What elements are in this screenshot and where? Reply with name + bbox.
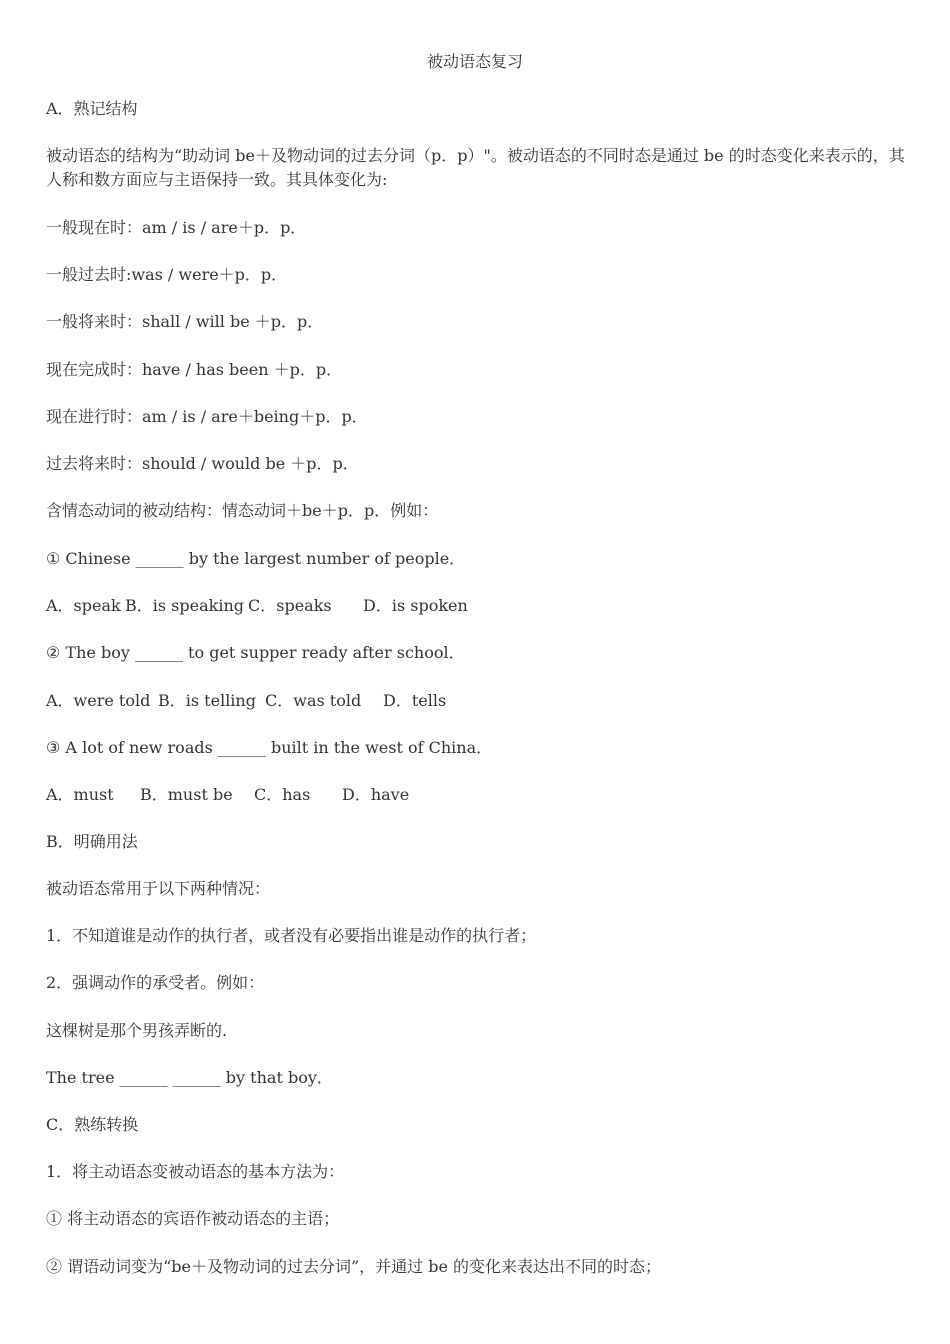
question-1-stem: ① Chinese ______ by the largest number of people．: [46, 549, 466, 568]
tense-present-perfect: 现在完成时：have / has been ＋p．p．: [46, 360, 343, 379]
question-3-option-c: C．has: [254, 785, 311, 804]
question-1-option-d: D．is spoken: [363, 596, 468, 615]
question-1-option-c: C．speaks: [248, 596, 332, 615]
section-a-intro: 被动语态的结构为“助动词 be＋及物动词的过去分词（p．p）"。被动语态的不同时态是通过 be 的时态变化来表示的，其人称和数方面应与主语保持一致。其具体变化为:: [46, 146, 905, 189]
question-2-option-d: D．tells: [383, 691, 447, 710]
question-2-option-b: B．is telling: [158, 691, 256, 710]
document-title: 被动语态复习: [426, 52, 523, 71]
section-b-heading: B．明确用法: [46, 832, 138, 851]
section-c-item-1: 1．将主动语态变被动语态的基本方法为：: [46, 1162, 345, 1181]
tense-future-in-past: 过去将来时：should / would be ＋p．p．: [46, 454, 359, 473]
tense-future-simple: 一般将来时：shall / will be ＋p．p．: [46, 312, 324, 331]
section-c-heading: C．熟练转换: [46, 1115, 139, 1134]
question-2-option-c: C．was told: [265, 691, 362, 710]
example-chinese: 这棵树是那个男孩弄断的.: [46, 1021, 228, 1040]
question-2-option-a: A．were told: [46, 691, 151, 710]
section-c-item-3: ② 谓语动词变为“be＋及物动词的过去分词”，并通过 be 的变化来表达出不同的时态；: [46, 1257, 662, 1276]
question-3-option-d: D．have: [342, 785, 410, 804]
question-3-option-a: A．must: [46, 785, 114, 804]
example-english: The tree ______ ______ by that boy．: [46, 1068, 333, 1087]
tense-past-simple: 一般过去时:was / were＋p．p．: [46, 265, 288, 284]
tense-present-simple: 一般现在时：am / is / are＋p．p．: [46, 218, 307, 237]
question-3-option-b: B．must be: [140, 785, 233, 804]
section-b-item-1: 1．不知道谁是动作的执行者，或者没有必要指出谁是动作的执行者；: [46, 926, 537, 945]
section-c-item-2: ① 将主动语态的宾语作被动语态的主语；: [46, 1209, 340, 1228]
question-1-option-b: B．is speaking: [125, 596, 244, 615]
question-1-option-a: A．speak: [46, 596, 121, 615]
tense-present-continuous: 现在进行时：am / is / are＋being＋p．p．: [46, 407, 368, 426]
modal-structure: 含情态动词的被动结构：情态动词＋be＋p．p．例如：: [46, 501, 439, 520]
section-b-intro: 被动语态常用于以下两种情况：: [46, 879, 271, 898]
question-2-stem: ② The boy ______ to get supper ready after school．: [46, 643, 465, 662]
section-b-item-2: 2．强调动作的承受者。例如：: [46, 973, 265, 992]
question-3-stem: ③ A lot of new roads ______ built in the west of China．: [46, 738, 493, 757]
section-a-heading: A．熟记结构: [46, 99, 138, 118]
